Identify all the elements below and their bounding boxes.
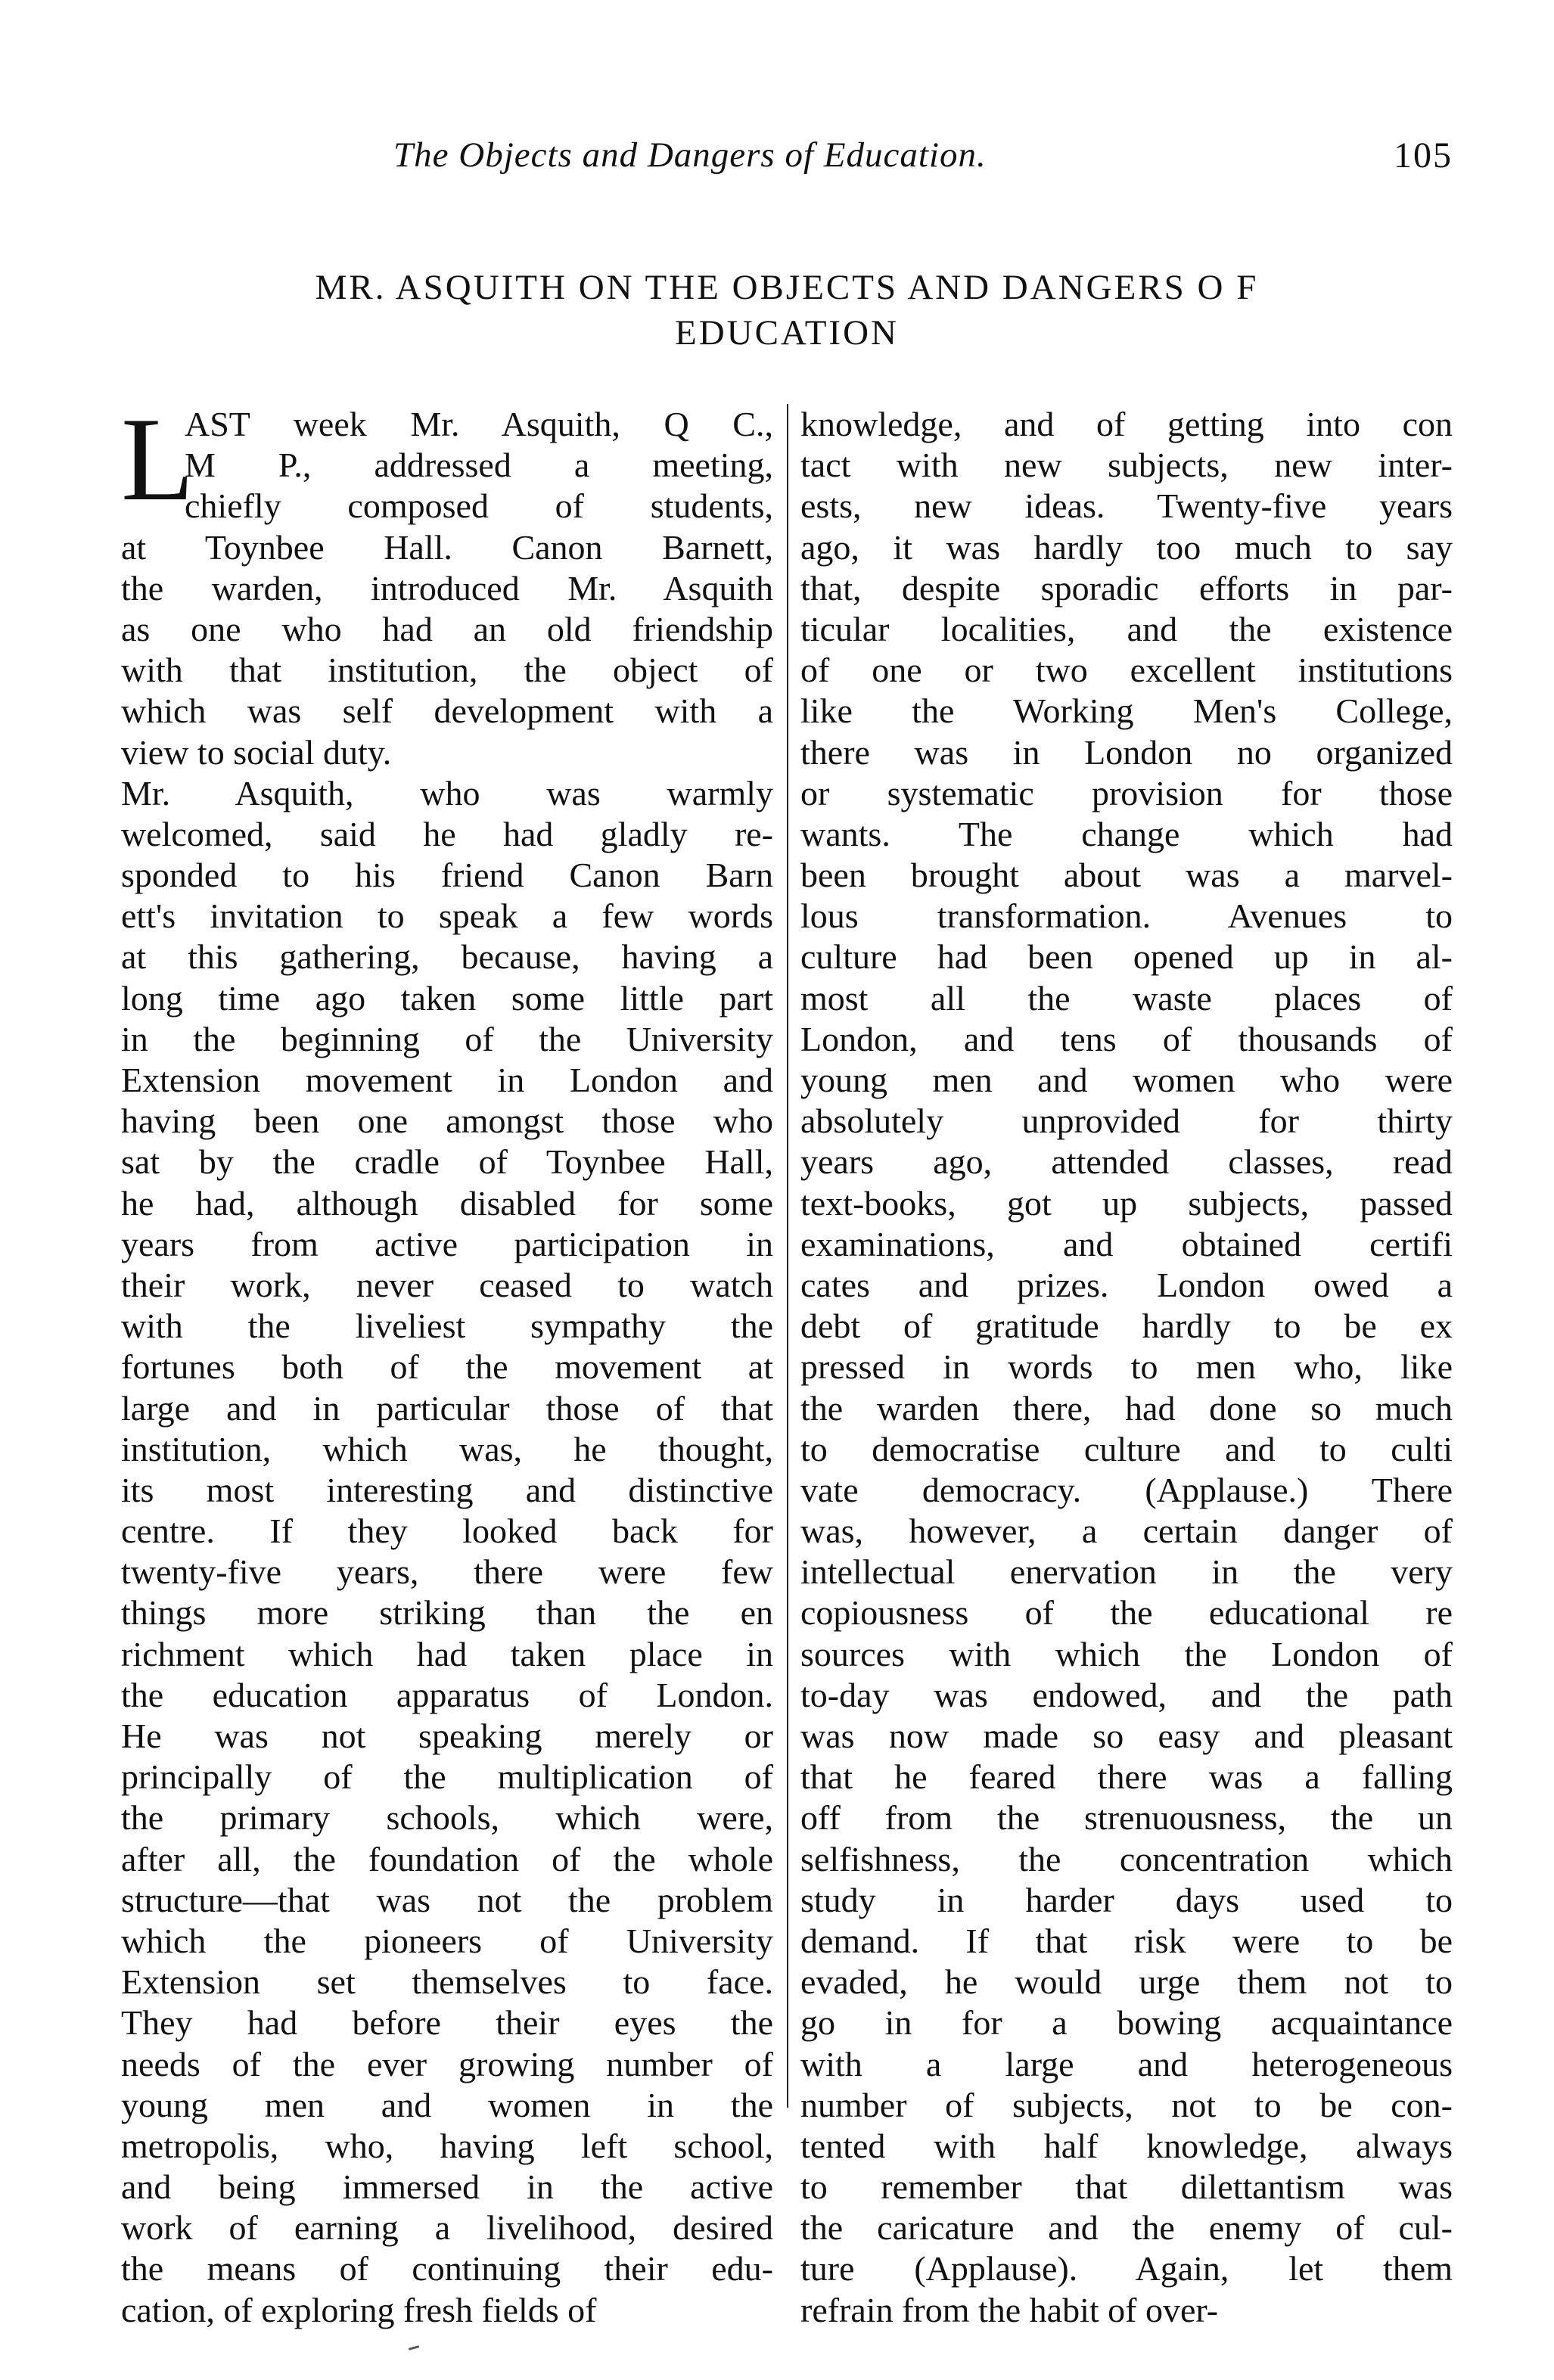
text-line: cates and prizes. London owed a bbox=[800, 1265, 1453, 1304]
text-line: to-day was endowed, and the path bbox=[800, 1675, 1453, 1714]
text-line: London, and tens of thousands of bbox=[800, 1019, 1453, 1058]
text-line: needs of the ever growing number of bbox=[121, 2044, 773, 2083]
text-line: as one who had an old friendship bbox=[121, 609, 773, 648]
text-line: work of earning a livelihood, desired bbox=[121, 2208, 773, 2248]
text-line: welcomed, said he had gladly re- bbox=[121, 814, 773, 853]
left-column bbox=[121, 393, 773, 2331]
text-line: that he feared there was a falling bbox=[800, 1757, 1453, 1797]
text-line: ests, new ideas. Twenty-five years bbox=[800, 486, 1453, 526]
text-line: long time ago taken some little part bbox=[121, 978, 773, 1018]
text-line: sources with which the London of bbox=[800, 1634, 1453, 1673]
text-line: after all, the foundation of the whole bbox=[121, 1839, 773, 1878]
print-blemish bbox=[409, 2345, 419, 2350]
text-line: go in for a bowing acquaintance bbox=[800, 2003, 1453, 2043]
right-column bbox=[800, 404, 1453, 2331]
text-line: young men and women who were bbox=[800, 1061, 1453, 1099]
text-line: like the Working Men's College, bbox=[800, 691, 1453, 731]
running-title: The Objects and Dangers of Education. bbox=[393, 135, 987, 175]
text-line: debt of gratitude hardly to be ex bbox=[800, 1307, 1453, 1346]
text-line: Mr. Asquith, who was warmly bbox=[121, 773, 773, 812]
text-line: was, however, a certain danger of bbox=[800, 1512, 1453, 1551]
text-line: at Toynbee Hall. Canon Barnett, bbox=[121, 527, 773, 567]
text-line: there was in London no organized bbox=[800, 732, 1453, 772]
text-line: selfishness, the concentration which bbox=[800, 1839, 1453, 1878]
text-line: principally of the multiplication of bbox=[121, 1757, 773, 1797]
text-line: with the liveliest sympathy the bbox=[121, 1307, 773, 1346]
text-line: demand. If that risk were to be bbox=[800, 1921, 1453, 1960]
article-title bbox=[121, 265, 1453, 356]
text-line: to remember that dilettantism was bbox=[800, 2167, 1453, 2207]
article-body bbox=[121, 393, 1453, 2329]
text-line: metropolis, who, having left school, bbox=[121, 2126, 773, 2165]
text-line: large and in particular those of that bbox=[121, 1388, 773, 1428]
article-title-line: EDUCATION bbox=[675, 313, 899, 353]
text-line: with that institution, the object of bbox=[121, 651, 773, 690]
text-line: ture (Applause). Again, let them bbox=[800, 2249, 1453, 2288]
text-line: was now made so easy and pleasant bbox=[800, 1717, 1453, 1755]
text-line: fortunes both of the movement at bbox=[121, 1347, 773, 1387]
text-line: sponded to his friend Canon Barn bbox=[121, 856, 773, 895]
text-line: institution, which was, he thought, bbox=[121, 1429, 773, 1468]
text-line: AST week Mr. Asquith, Q C., bbox=[185, 405, 773, 443]
text-line: years from active participation in bbox=[121, 1224, 773, 1263]
text-line: the means of continuing their edu- bbox=[121, 2249, 773, 2288]
text-line: with a large and heterogeneous bbox=[800, 2044, 1453, 2083]
text-line: their work, never ceased to watch bbox=[121, 1265, 773, 1304]
text-line: knowledge, and of getting into con bbox=[800, 405, 1453, 443]
text-line: M P., addressed a meeting, bbox=[185, 446, 773, 485]
text-line: intellectual enervation in the very bbox=[800, 1552, 1453, 1592]
text-line: the warden, introduced Mr. Asquith bbox=[121, 568, 773, 607]
text-line: ett's invitation to speak a few words bbox=[121, 896, 773, 936]
text-line: he had, although disabled for some bbox=[121, 1183, 773, 1223]
text-line: richment which had taken place in bbox=[121, 1634, 773, 1673]
text-line: been brought about was a marvel- bbox=[800, 856, 1453, 895]
text-line: of one or two excellent institutions bbox=[800, 651, 1453, 690]
text-line: sat by the cradle of Toynbee Hall, bbox=[121, 1142, 773, 1182]
text-line: and being immersed in the active bbox=[121, 2167, 773, 2207]
text-line: the warden there, had done so much bbox=[800, 1388, 1453, 1428]
text-line: lous transformation. Avenues to bbox=[800, 896, 1453, 936]
text-line: structure—that was not the problem bbox=[121, 1880, 773, 1919]
text-line: Extension movement in London and bbox=[121, 1061, 773, 1099]
text-line: pressed in words to men who, like bbox=[800, 1347, 1453, 1387]
text-line: most all the waste places of bbox=[800, 978, 1453, 1018]
text-line: centre. If they looked back for bbox=[121, 1512, 773, 1551]
page-number: 105 bbox=[1394, 135, 1453, 176]
text-line: culture had been opened up in al- bbox=[800, 937, 1453, 977]
text-line: the caricature and the enemy of cul- bbox=[800, 2208, 1453, 2248]
text-line: the education apparatus of London. bbox=[121, 1675, 773, 1714]
text-line: chiefly composed of students, bbox=[185, 486, 773, 526]
text-line: wants. The change which had bbox=[800, 814, 1453, 853]
text-line: refrain from the habit of over- bbox=[800, 2290, 1219, 2329]
text-line: that, despite sporadic efforts in par- bbox=[800, 568, 1453, 607]
text-line: tented with half knowledge, always bbox=[800, 2126, 1453, 2165]
text-line: They had before their eyes the bbox=[121, 2003, 773, 2043]
text-line: cation, of exploring fresh fields of bbox=[121, 2290, 597, 2329]
article-title-line: MR. ASQUITH ON THE OBJECTS AND DANGERS O F bbox=[315, 268, 1259, 307]
text-line: study in harder days used to bbox=[800, 1880, 1453, 1919]
column-divider bbox=[787, 404, 788, 2108]
text-line: evaded, he would urge them not to bbox=[800, 1962, 1453, 2002]
text-line: the primary schools, which were, bbox=[121, 1798, 773, 1838]
text-line: view to social duty. bbox=[121, 732, 392, 772]
text-line: years ago, attended classes, read bbox=[800, 1142, 1453, 1182]
text-line: in the beginning of the University bbox=[121, 1019, 773, 1058]
text-line: vate democracy. (Applause.) There bbox=[800, 1470, 1453, 1509]
text-line: or systematic provision for those bbox=[800, 773, 1453, 812]
text-line: twenty-five years, there were few bbox=[121, 1552, 773, 1592]
text-line: its most interesting and distinctive bbox=[121, 1470, 773, 1509]
text-line: at this gathering, because, having a bbox=[121, 937, 773, 977]
running-head bbox=[121, 135, 1453, 180]
text-line: which the pioneers of University bbox=[121, 1921, 773, 1960]
text-line: having been one amongst those who bbox=[121, 1101, 773, 1141]
drop-cap: L bbox=[121, 393, 194, 526]
text-line: examinations, and obtained certifi bbox=[800, 1224, 1453, 1263]
text-line: ago, it was hardly too much to say bbox=[800, 527, 1453, 567]
text-line: to democratise culture and to culti bbox=[800, 1429, 1453, 1468]
text-line: off from the strenuousness, the un bbox=[800, 1798, 1453, 1838]
text-line: Extension set themselves to face. bbox=[121, 1962, 773, 2002]
text-line: He was not speaking merely or bbox=[121, 1717, 773, 1755]
text-line: absolutely unprovided for thirty bbox=[800, 1101, 1453, 1141]
text-line: young men and women in the bbox=[121, 2085, 773, 2124]
text-line: things more striking than the en bbox=[121, 1593, 773, 1633]
text-line: text-books, got up subjects, passed bbox=[800, 1183, 1453, 1223]
text-line: which was self development with a bbox=[121, 691, 773, 731]
text-line: tact with new subjects, new inter- bbox=[800, 446, 1453, 485]
text-line: copiousness of the educational re bbox=[800, 1593, 1453, 1633]
text-line: ticular localities, and the existence bbox=[800, 609, 1453, 648]
text-line: number of subjects, not to be con- bbox=[800, 2085, 1453, 2124]
